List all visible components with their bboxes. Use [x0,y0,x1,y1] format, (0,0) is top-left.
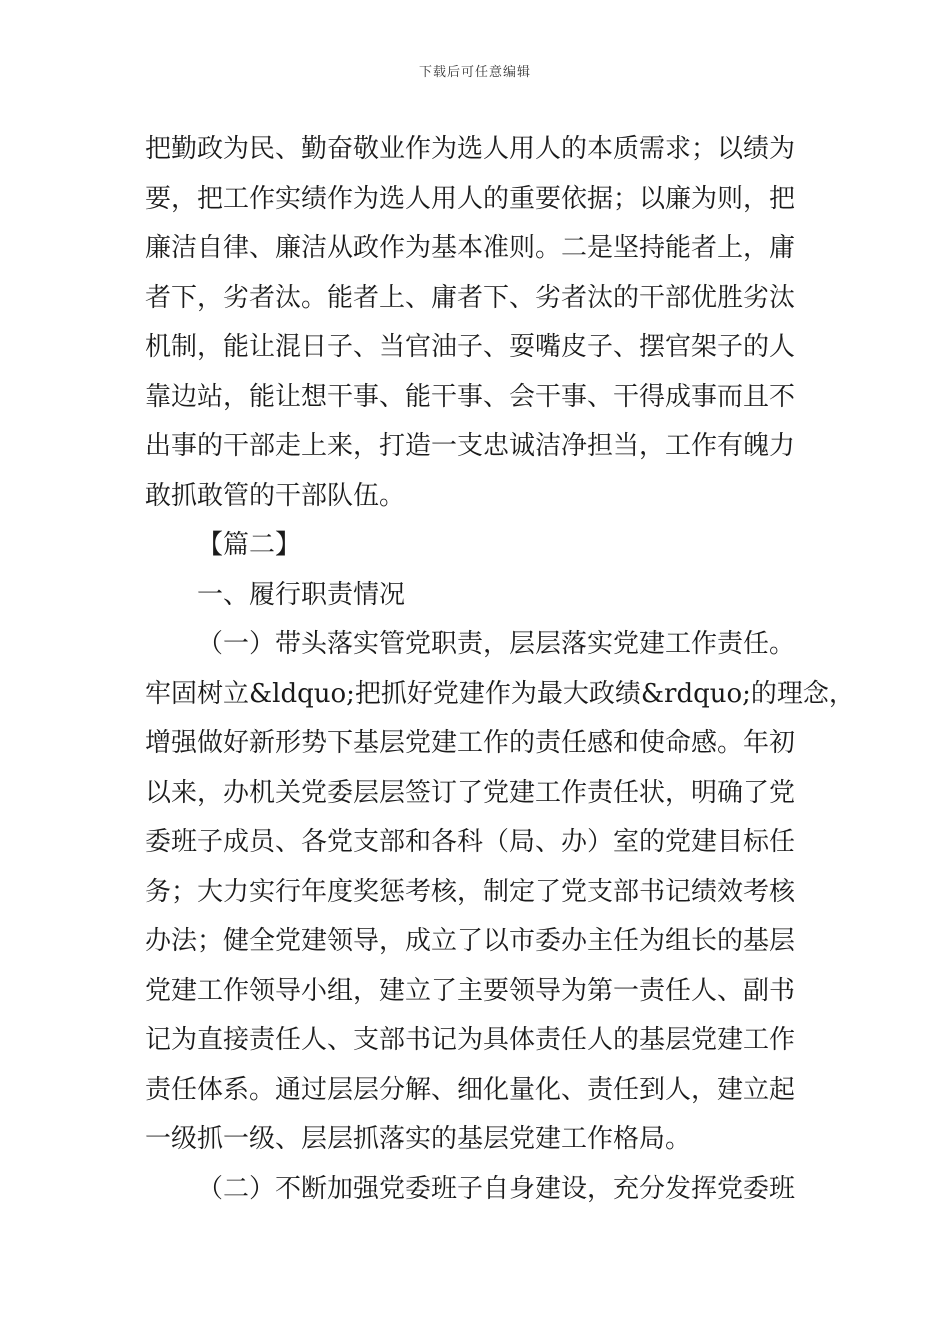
body-line: 委班子成员、各党支部和各科（局、办）室的党建目标任 [145,827,796,857]
body-line: 责任体系。通过层层分解、细化量化、责任到人，建立起 [145,1074,796,1105]
body-line: 牢固树立&ldquo;把抓好党建作为最大政绩&rdquo;的理念， [145,678,855,709]
page-header-note: 下载后可任意编辑 [418,65,531,80]
body-line: 增强做好新形势下基层党建工作的责任感和使命感。年初 [145,728,796,758]
body-line: 记为直接责任人、支部书记为具体责任人的基层党建工作 [145,1025,796,1055]
body-line: 党建工作领导小组，建立了主要领导为第一责任人、副书 [145,975,796,1006]
body-line: 务；大力实行年度奖惩考核，制定了党支部书记绩效考核 [145,876,796,907]
section-heading: 【篇二】 [197,530,302,560]
body-line: 一级抓一级、层层抓落实的基层党建工作格局。 [145,1124,692,1154]
body-line: 廉洁自律、廉洁从政作为基本准则。二是坚持能者上，庸 [145,233,796,263]
body-line: 把勤政为民、勤奋敬业作为选人用人的本质需求；以绩为 [145,134,796,164]
body-line: 机制，能让混日子、当官油子、耍嘴皮子、摆官架子的人 [145,332,796,362]
body-line: 办法；健全党建领导，成立了以市委办主任为组长的基层 [145,926,796,956]
document-body [145,125,855,1214]
subsection-heading: 一、履行职责情况 [197,579,406,610]
body-line: 出事的干部走上来，打造一支忠诚洁净担当，工作有魄力 [145,431,796,461]
body-line: 要，把工作实绩作为选人用人的重要依据；以廉为则，把 [145,183,796,214]
paragraph-heading: （一）带头落实管党职责，层层落实党建工作责任。 [197,629,796,659]
body-line: 以来，办机关党委层层签订了党建工作责任状，明确了党 [145,777,796,808]
body-line: 靠边站，能让想干事、能干事、会干事、干得成事而且不 [145,381,796,412]
body-line: 者下，劣者汰。能者上、庸者下、劣者汰的干部优胜劣汰 [145,282,796,313]
body-line: 敢抓敢管的干部队伍。 [145,480,406,511]
paragraph-heading: （二）不断加强党委班子自身建设，充分发挥党委班 [197,1173,796,1204]
